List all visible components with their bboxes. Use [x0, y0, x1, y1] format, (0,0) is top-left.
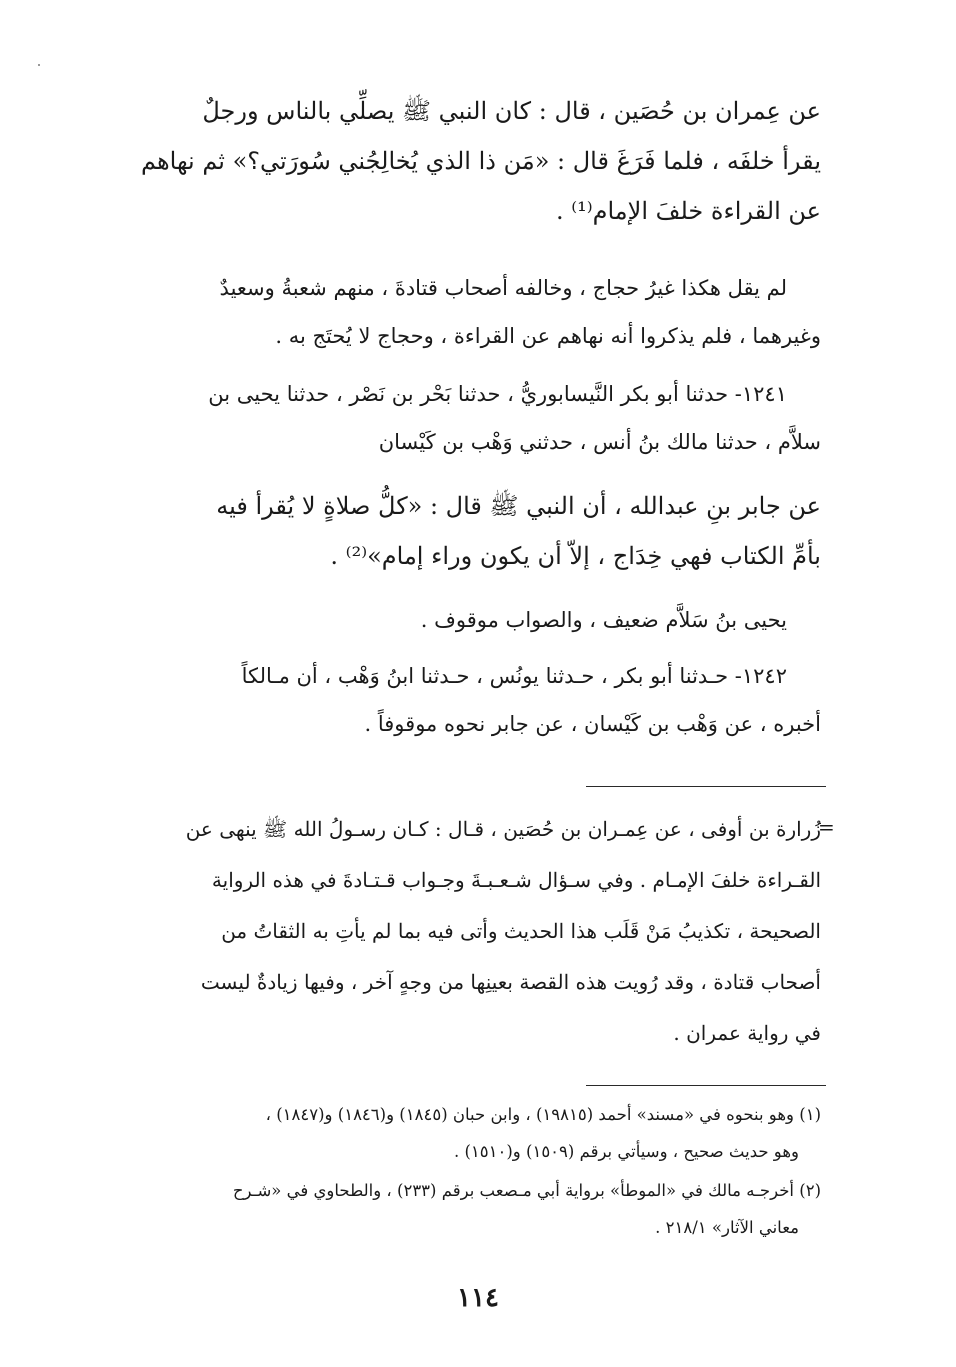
note-line: أصحاب قتادة ، وقد رُويت هذه القصة بعينِها من وجهٍ آخر ، وفيها زيادةٌ ليست: [200, 970, 821, 994]
footnote-continuation: [121, 804, 821, 1059]
paragraph-commentary-hajjaj: [121, 264, 821, 360]
footnote-1: [121, 1096, 821, 1170]
text-line: بأمِّ الكتاب فهي خِدَاج ، إلاّ أن يكون وراء إمام»⁽²⁾ .: [330, 542, 821, 570]
footnote-line: وهو حديث صحيح ، وسيأتي برقم (١٥٠٩) و(١٥١٠) .: [453, 1142, 799, 1161]
text-line: عن عِمران بن حُصَين ، قال : كان النبي ﷺ يصلِّي بالناس ورجلٌ: [202, 97, 821, 125]
footnote-2: [121, 1172, 821, 1246]
text-line: ١٢٤٢- حـدثنا أبو بكر ، حـدثنا يونُس ، حـدثنا ابنُ وَهْب ، أن مـالكاً: [241, 664, 787, 688]
text-line: ١٢٤١- حدثنا أبو بكر النَّيسابوريُّ ، حدثنا بَحْر بن نَصْر ، حدثنا يحيى بن: [208, 382, 787, 406]
scan-speck: [38, 64, 40, 66]
footnote-line: معاني الآثار» ٢١٨/١ .: [655, 1218, 799, 1237]
paragraph-isnad-1242: [121, 652, 821, 748]
text-line: عن جابر بنِ عبدالله ، أن النبي ﷺ قال : «كلُّ صلاةٍ لا يُقرأ فيه: [216, 492, 821, 520]
text-line: سلاَّم ، حدثنا مالك بنُ أنس ، حدثني وَهْب بن كَيْسان: [378, 430, 821, 454]
text-line: يقرأ خلفَه ، فلما فَرَغَ قال : «مَن ذا الذي يُخالِجُني سُورَتي؟» ثم نهاهم: [141, 147, 821, 175]
text-line: عن القراءة خلفَ الإمام⁽¹⁾ .: [555, 197, 821, 225]
note-line: في رواية عمران .: [673, 1021, 821, 1045]
note-line: الصحيحة ، تكذيبُ مَنْ قَلَب هذا الحديث وأتى فيه بما لم يأتِ به الثقاتُ من: [221, 919, 821, 943]
continuation-marker: =: [818, 815, 835, 839]
page-number: ١١٤: [457, 1283, 499, 1313]
text-line: وغيرهما ، فلم يذكروا أنه نهاهم عن القراءة ، وحجاج لا يُحتَج به .: [275, 324, 821, 348]
note-line: القـراءة خلفَ الإمـام . وفي سـؤال شـعـبـةَ وجـواب قـتـادةَ في هذه الرواية: [211, 868, 821, 892]
footnote-separator: [586, 786, 826, 787]
text-line: لم يقل هكذا غيرُ حجاج ، وخالفه أصحاب قتادةَ ، منهم شعبةُ وسعيدٌ: [219, 276, 787, 300]
paragraph-isnad-1241: [121, 370, 821, 466]
paragraph-hadith-jabir: [121, 481, 821, 581]
note-line: زُرارة بن أوفى ، عن عِمـران بن حُصَين ، قـال : كـان رسـولُ الله ﷺ ينهى عن: [185, 817, 821, 841]
footnote-separator: [586, 1085, 826, 1086]
paragraph-hadith-imran: [121, 86, 821, 236]
text-line: أخبره ، عن وَهْب بن كَيْسان ، عن جابر نحوه موقوفاً .: [364, 712, 821, 736]
footnote-line: (١) وهو بنحوه في «مسند» أحمد (١٩٨١٥) ، وابن حبان (١٨٤٥) و(١٨٤٦) و(١٨٤٧) ،: [265, 1105, 821, 1124]
paragraph-commentary-yahya: [121, 596, 821, 644]
footnote-line: (٢) أخرجـه مالك في «الموطأ» برواية أبي مـصعب برقم (٢٣٣) ، والطحاوي في «شـرح: [232, 1181, 821, 1200]
text-line: يحيى بنُ سَلاَّم ضعيف ، والصواب موقوف .: [420, 608, 787, 632]
